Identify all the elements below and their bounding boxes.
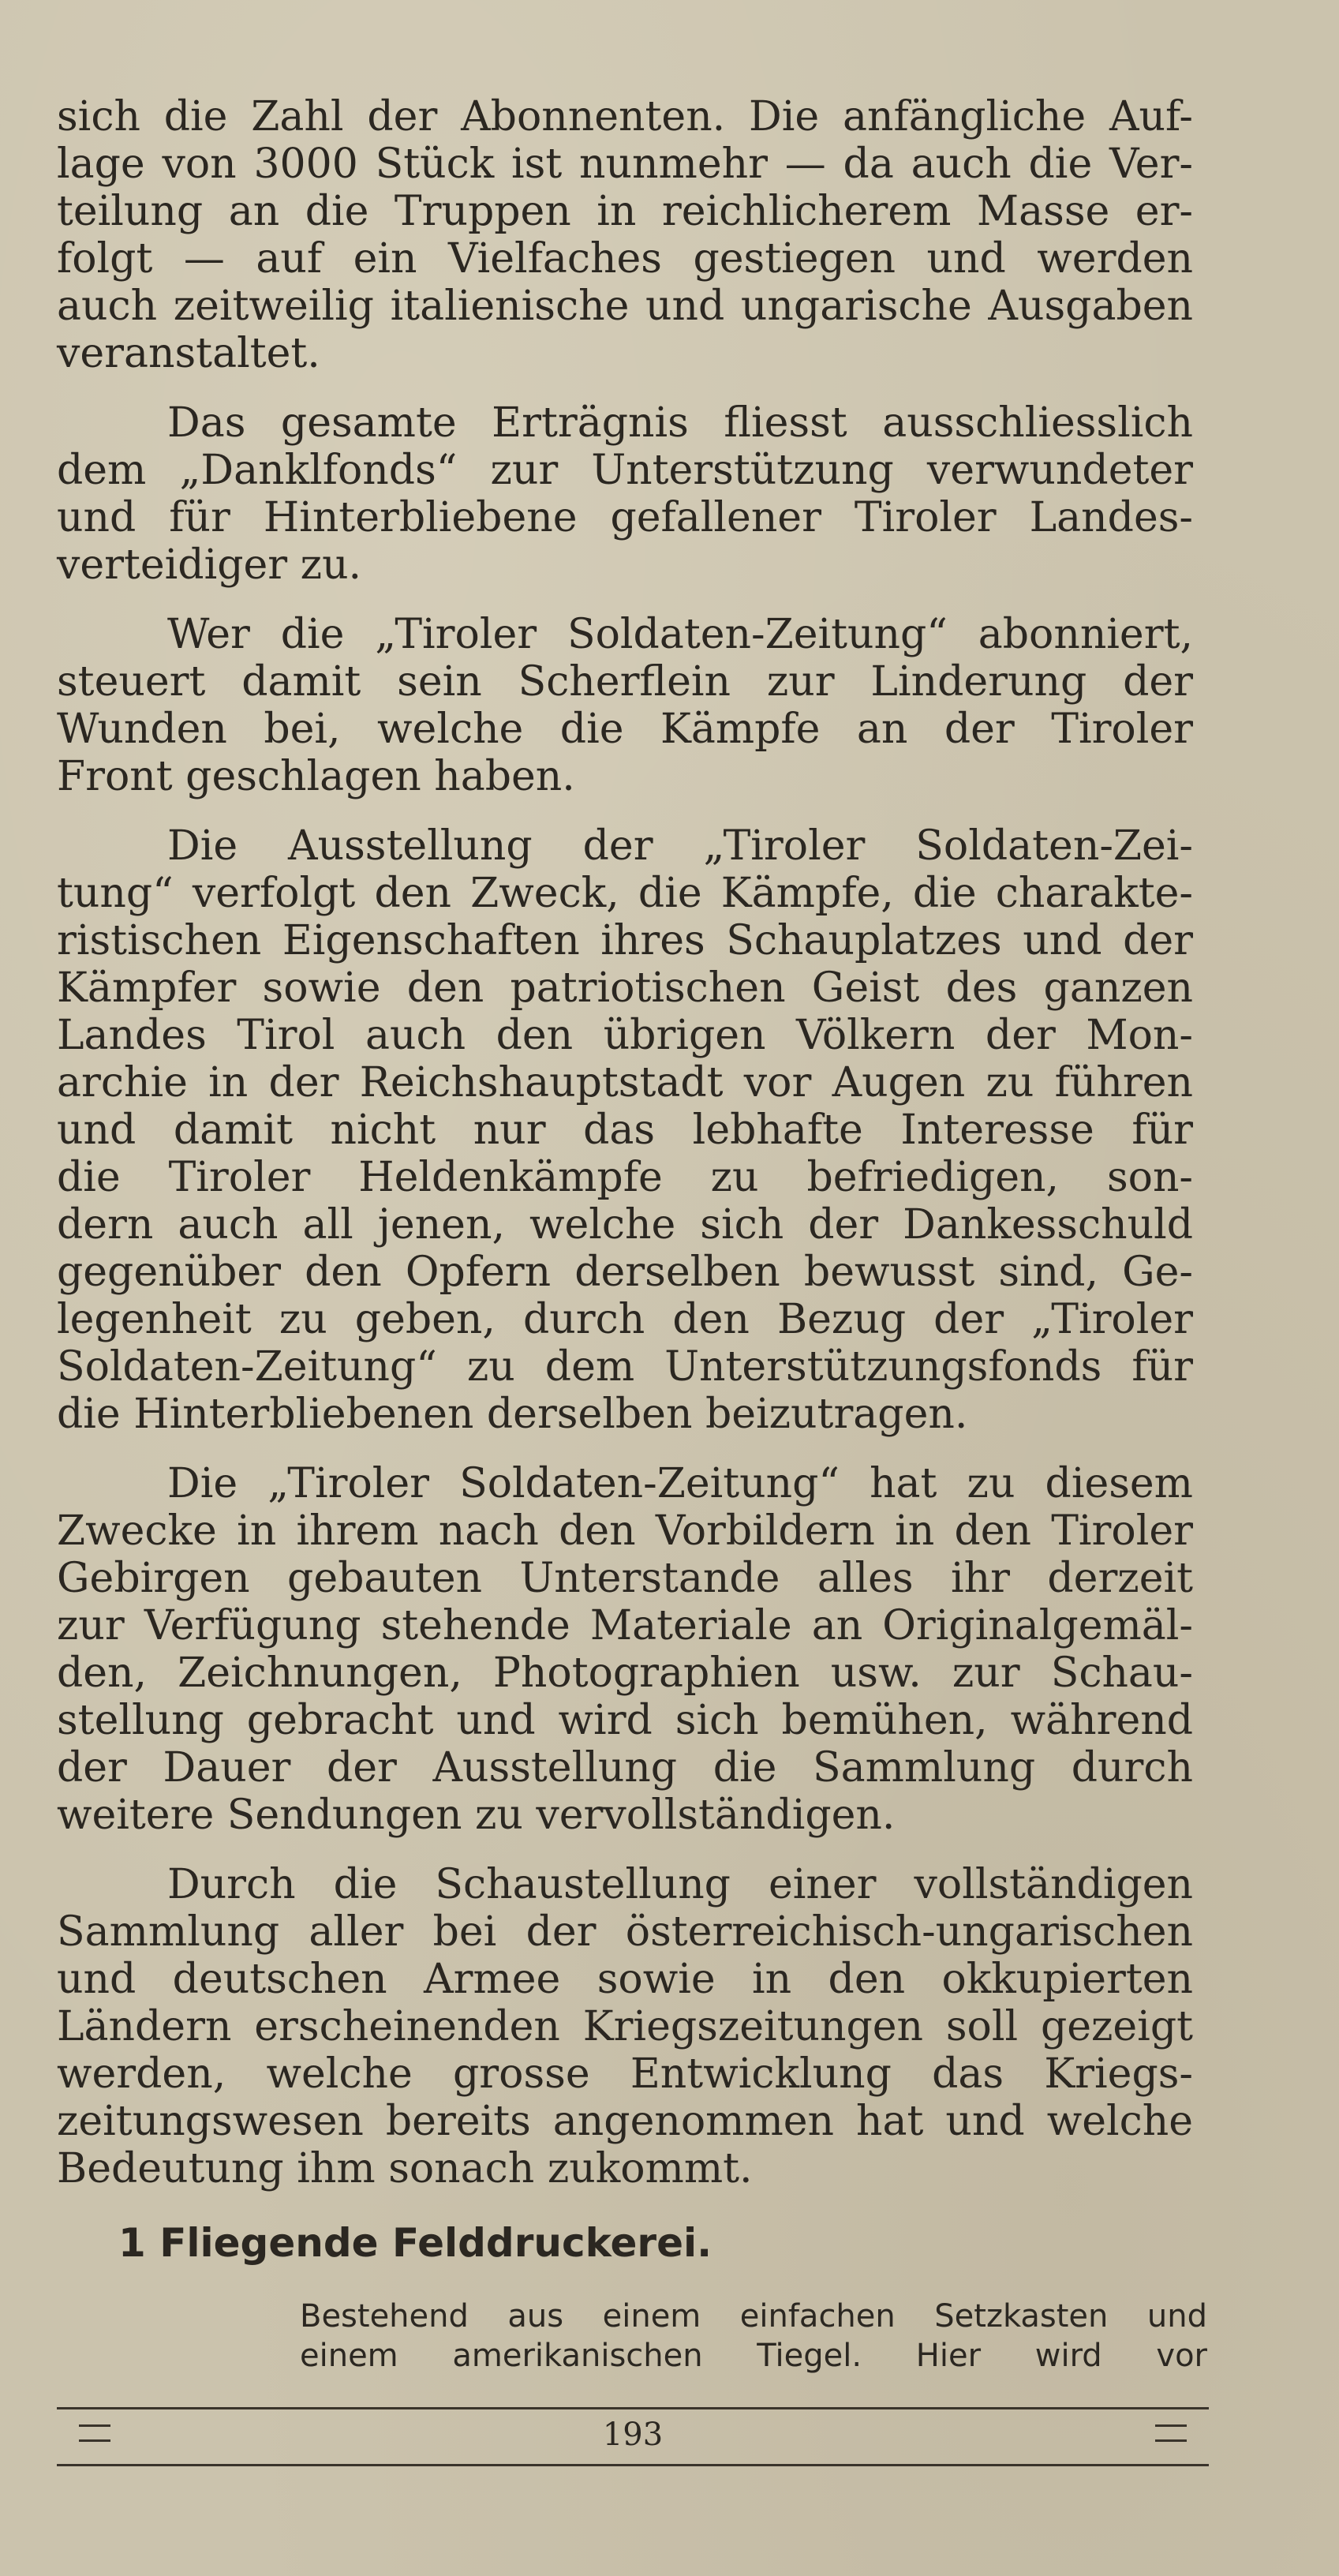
text-line: und für Hinterbliebene gefallener Tiroler Landes- (57, 494, 1193, 541)
text-line: zeitungswesen bereits angenommen hat und welche (57, 2098, 1193, 2145)
text-line: die Tiroler Heldenkämpfe zu befriedigen, son- (57, 1154, 1193, 1201)
text-line: ristischen Eigenschaften ihres Schauplatzes und der (57, 917, 1193, 964)
paragraph-1 (57, 93, 1193, 377)
text-line: teilung an die Truppen in reichlicherem Masse er- (57, 188, 1193, 235)
paragraph-5 (57, 1460, 1193, 1839)
text-line: folgt — auf ein Vielfaches gestiegen und werden (57, 235, 1193, 283)
section-heading: 1 Fliegende Felddruckerei. (118, 2220, 713, 2266)
text-line: Kämpfer sowie den patriotischen Geist des ganzen (57, 964, 1193, 1012)
text-line: Gebirgen gebauten Unterstande alles ihr derzeit (57, 1555, 1193, 1602)
text-line: Bedeutung ihm sonach zukommt. (57, 2145, 753, 2192)
text-line: legenheit zu geben, durch den Bezug der „Tiroler (57, 1296, 1193, 1343)
text-line: Das gesamte Erträgnis fliesst ausschliesslich (167, 399, 1193, 447)
text-line: dern auch all jenen, welche sich der Dankesschuld (57, 1201, 1193, 1249)
text-line: der Dauer der Ausstellung die Sammlung durch (57, 1744, 1193, 1792)
text-line: tung“ verfolgt den Zweck, die Kämpfe, die charakte- (57, 870, 1193, 917)
text-line: Sammlung aller bei der österreichisch-ungarischen (57, 1908, 1193, 1956)
paragraph-2 (57, 399, 1193, 589)
footer-ornament-right (1155, 2424, 1187, 2442)
text-line: Landes Tirol auch den übrigen Völkern der Mon- (57, 1012, 1193, 1059)
text-line: werden, welche grosse Entwicklung das Kriegs- (57, 2050, 1193, 2098)
text-line: Bestehend aus einem einfachen Setzkasten und (300, 2298, 1207, 2334)
text-line: und damit nicht nur das lebhafte Interesse für (57, 1106, 1193, 1154)
text-line: gegenüber den Opfern derselben bewusst sind, Ge- (57, 1249, 1193, 1296)
text-line: dem „Danklfonds“ zur Unterstützung verwundeter (57, 447, 1193, 494)
exhibit-description (300, 2297, 1207, 2376)
text-line: und deutschen Armee sowie in den okkupierten (57, 1956, 1193, 2003)
text-line: sich die Zahl der Abonnenten. Die anfängliche Auf- (57, 93, 1193, 140)
text-line: Die „Tiroler Soldaten-Zeitung“ hat zu diesem (167, 1460, 1193, 1507)
footer-rule-bottom (57, 2464, 1209, 2466)
text-line: veranstaltet. (57, 330, 320, 377)
text-line: einem amerikanischen Tiegel. Hier wird vor (300, 2338, 1207, 2374)
text-line: Die Ausstellung der „Tiroler Soldaten-Zei- (167, 822, 1193, 870)
text-line: lage von 3000 Stück ist nunmehr — da auch die Ver- (57, 140, 1193, 188)
text-line: den, Zeichnungen, Photographien usw. zur Schau- (57, 1649, 1193, 1697)
page-footer (57, 2407, 1209, 2470)
text-line: Wunden bei, welche die Kämpfe an der Tiroler (57, 706, 1193, 753)
text-line: weitere Sendungen zu vervollständigen. (57, 1792, 896, 1839)
body-text (57, 93, 1193, 2215)
text-line: auch zeitweilig italienische und ungarische Ausgaben (57, 283, 1193, 330)
text-line: verteidiger zu. (57, 541, 362, 589)
text-line: Wer die „Tiroler Soldaten-Zeitung“ abonniert, (167, 611, 1193, 658)
text-line: steuert damit sein Scherflein zur Linderung der (57, 658, 1193, 706)
text-line: Durch die Schaustellung einer vollständigen (167, 1861, 1193, 1908)
paragraph-4 (57, 822, 1193, 1438)
text-line: Front geschlagen haben. (57, 753, 575, 800)
text-line: Soldaten-Zeitung“ zu dem Unterstützungsfonds für (57, 1343, 1193, 1391)
text-line: stellung gebracht und wird sich bemühen, während (57, 1697, 1193, 1744)
text-line: Zwecke in ihrem nach den Vorbildern in den Tiroler (57, 1507, 1193, 1555)
paragraph-3 (57, 611, 1193, 800)
page-number: 193 (602, 2417, 664, 2453)
text-line: zur Verfügung stehende Materiale an Originalgemäl- (57, 1602, 1193, 1649)
text-line: Ländern erscheinenden Kriegszeitungen soll gezeigt (57, 2003, 1193, 2050)
text-line: archie in der Reichshauptstadt vor Augen zu führen (57, 1059, 1193, 1106)
footer-rule-top (57, 2407, 1209, 2409)
text-line: die Hinterbliebenen derselben beizutragen. (57, 1391, 968, 1438)
paragraph-6 (57, 1861, 1193, 2192)
